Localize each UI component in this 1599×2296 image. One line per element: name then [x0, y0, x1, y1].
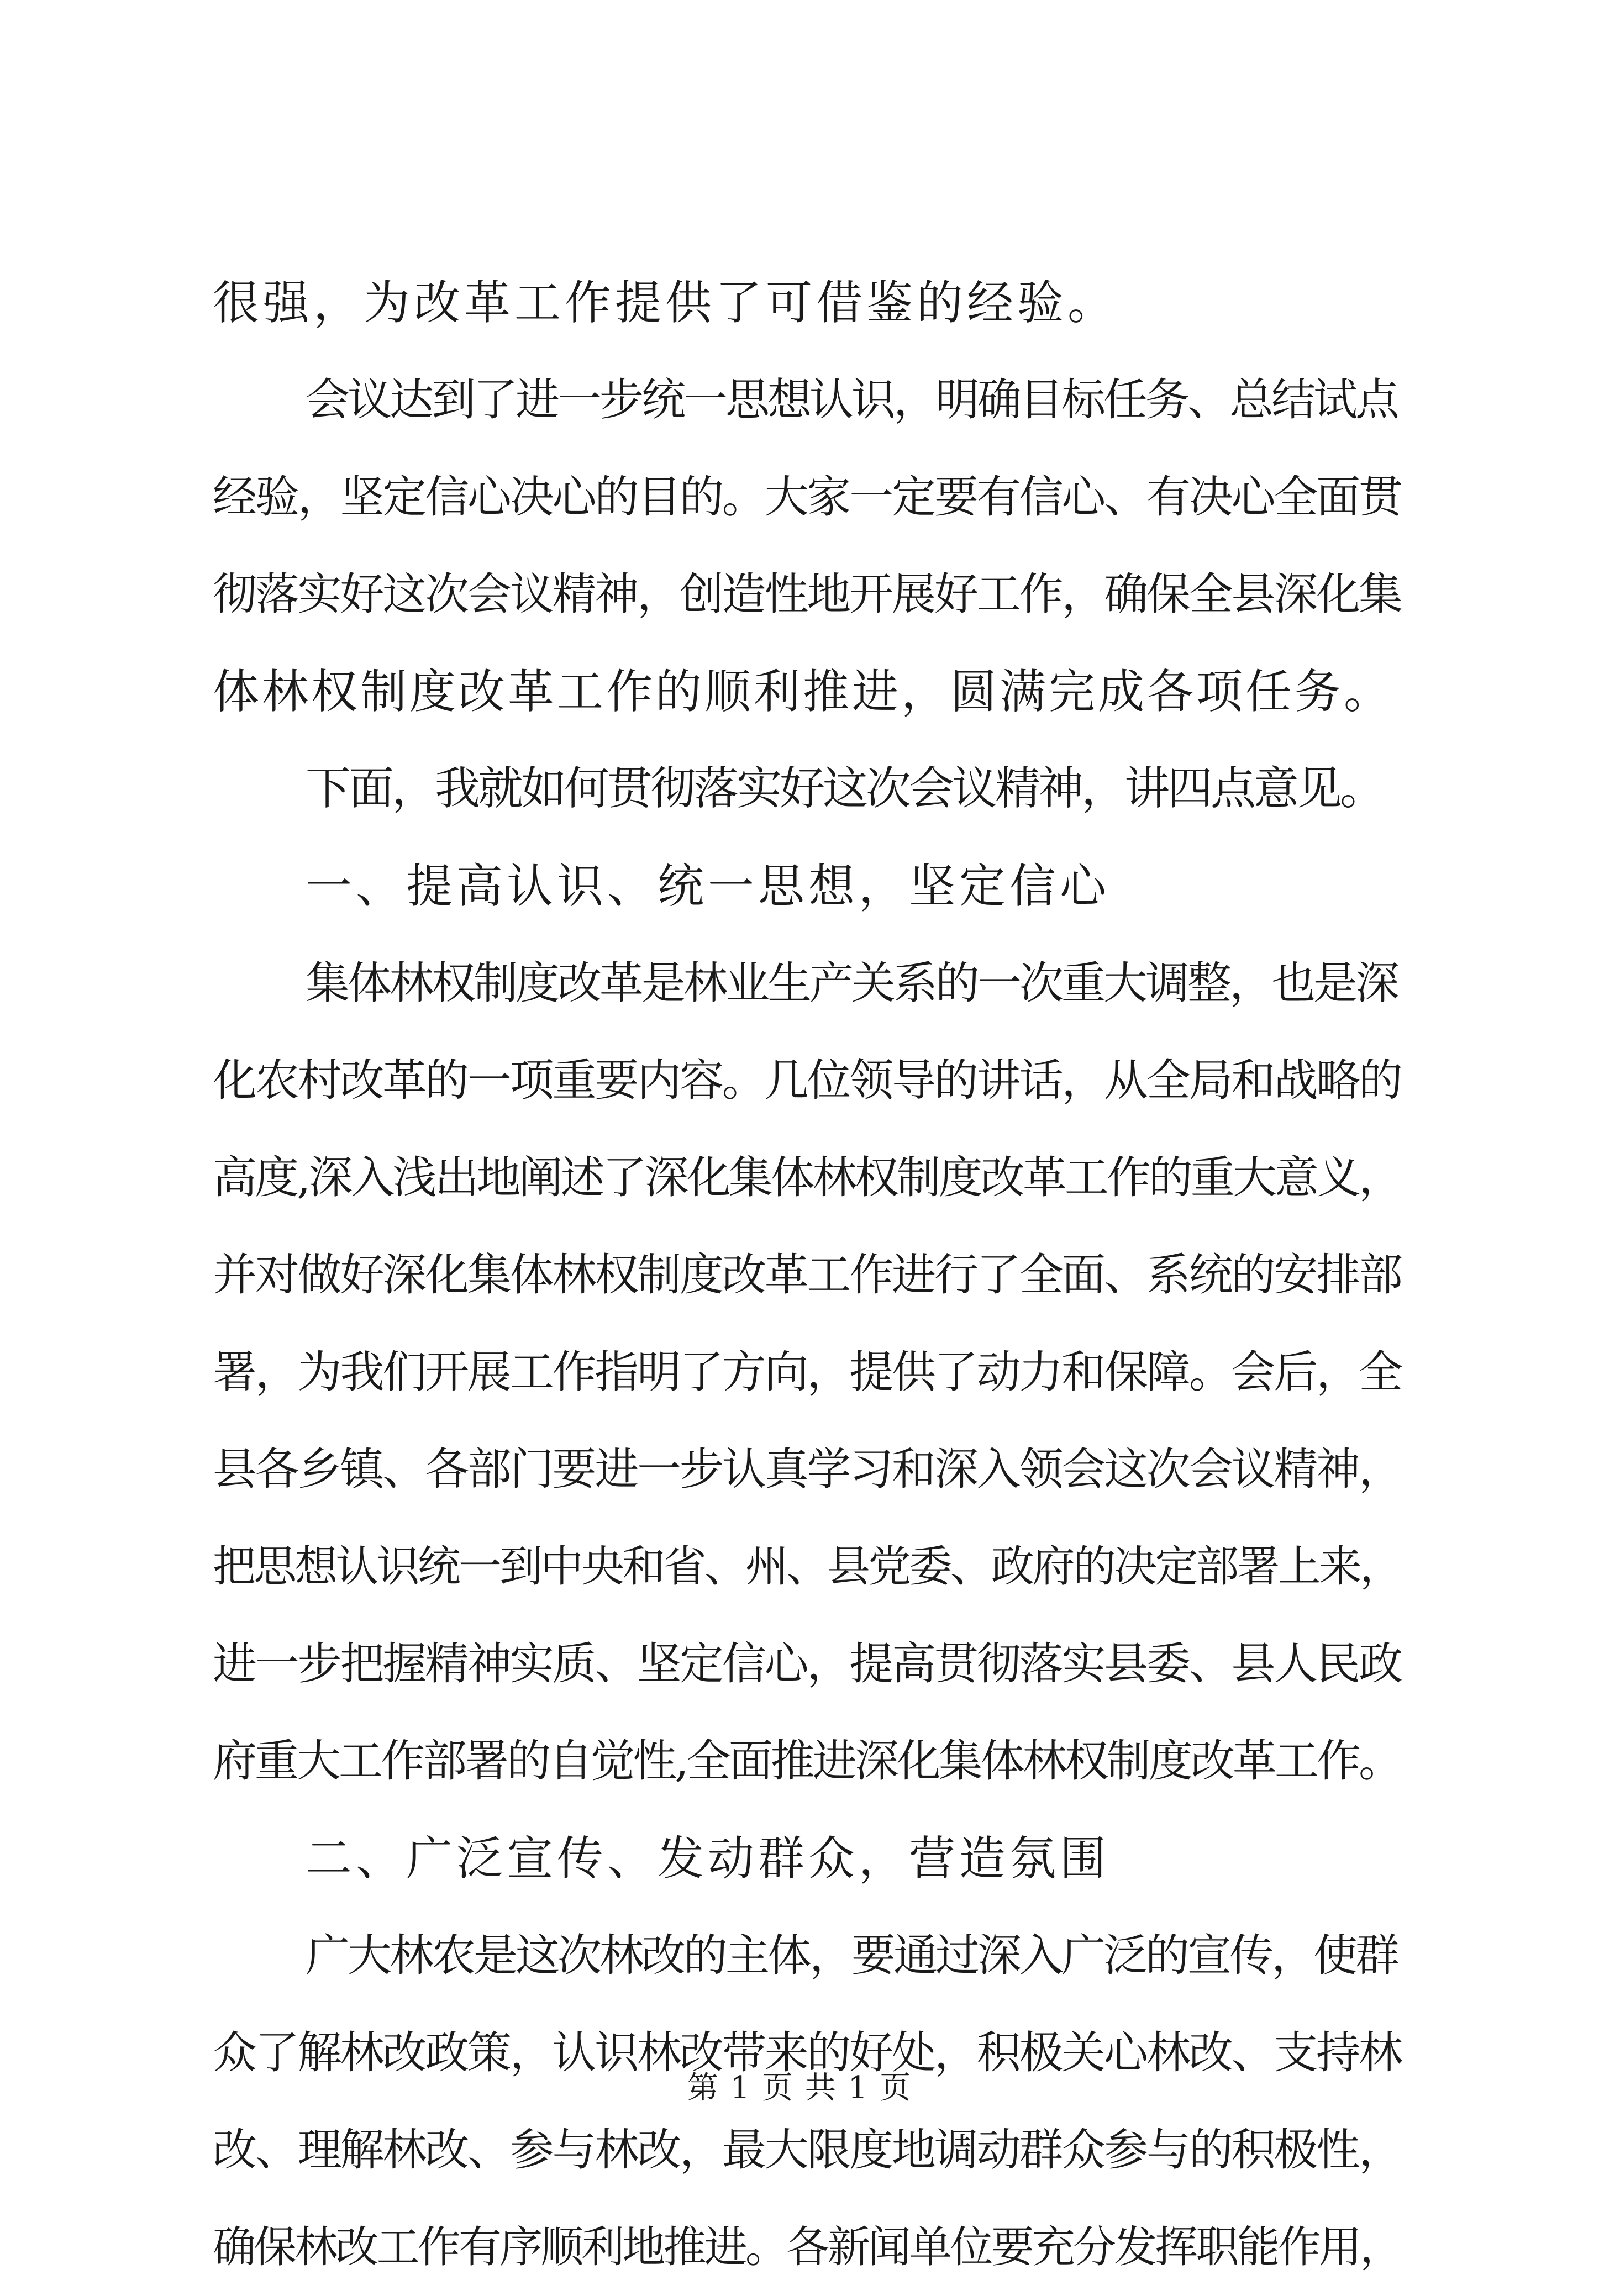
text-line-3: 经验，坚定信心决心的目的。大家一定要有信心、有决心全面贯: [213, 471, 1401, 523]
text-line-2: 会议达到了进一步统一思想认识，明确目标任务、总结试点: [306, 374, 1397, 425]
text-line-10: 高度,深入浅出地阐述了深化集体林权制度改革工作的重大意义，: [213, 1152, 1401, 1203]
text-line-13: 县各乡镇、各部门要进一步认真学习和深入领会这次会议精神，: [213, 1444, 1401, 1495]
text-line-20: 改、理解林改、参与林改，最大限度地调动群众参与的积极性，: [213, 2124, 1401, 2176]
text-line-18: 广大林农是这次林改的主体，要通过深入广泛的宣传，使群: [306, 1930, 1397, 1981]
text-line-5: 体林权制度改革工作的顺利推进，圆满完成各项任务。: [213, 665, 1393, 719]
text-line-14: 把思想认识统一到中央和省、州、县党委、政府的决定部署上来，: [213, 1542, 1401, 1592]
section-heading-2: 二、广泛宣传、发动群众，营造氛围: [306, 1831, 1111, 1886]
text-line-9: 化农村改革的一项重要内容。几位领导的讲话，从全局和战略的: [213, 1055, 1401, 1106]
text-line-19: 众了解林改政策，认识林改带来的好处，积极关心林改、支持林: [213, 2027, 1401, 2078]
document-body: [213, 254, 1401, 2296]
page-footer: 第 1 页 共 1 页: [687, 2070, 912, 2106]
section-heading-1: 一、提高认识、统一思想，坚定信心: [306, 859, 1111, 913]
text-line-6: 下面，我就如何贯彻落实好这次会议精神，讲四点意见。: [306, 762, 1384, 815]
text-line-16: 府重大工作部署的自觉性,全面推进深化集体林权制度改革工作。: [213, 1735, 1401, 1787]
text-line-1: 很强，为改革工作提供了可借鉴的经验。: [213, 276, 1118, 330]
text-line-4: 彻落实好这次会议精神，创造性地开展好工作，确保全县深化集: [213, 568, 1401, 620]
text-line-12: 署，为我们开展工作指明了方向，提供了动力和保障。会后，全: [213, 1346, 1401, 1398]
text-line-11: 并对做好深化集体林权制度改革工作进行了全面、系统的安排部: [213, 1249, 1401, 1300]
text-line-15: 进一步把握精神实质、坚定信心，提高贯彻落实县委、县人民政: [213, 1638, 1401, 1689]
text-line-8: 集体林权制度改革是林业生产关系的一次重大调整，也是深: [306, 957, 1397, 1009]
text-line-21: 确保林改工作有序顺利地推进。各新闻单位要充分发挥职能作用，: [213, 2223, 1401, 2272]
